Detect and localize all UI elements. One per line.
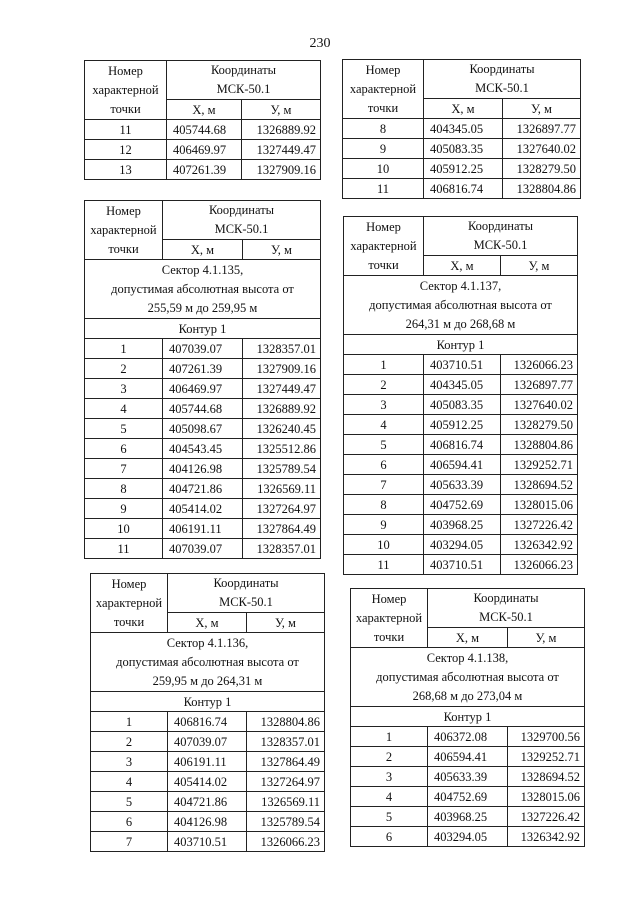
header-coordinates: Координаты МСК-50.1 [424, 60, 581, 99]
header-x: Х, м [167, 100, 242, 120]
point-number-cell: 6 [344, 455, 424, 475]
table-row [85, 339, 321, 359]
x-coordinate-cell: 405912.25 [424, 415, 501, 435]
table-row [343, 119, 581, 139]
sector-table [350, 588, 585, 847]
point-number-cell: 10 [85, 519, 163, 539]
header-coordinates: Координаты МСК-50.1 [428, 589, 585, 628]
header-point-number: Номер характерной точки [351, 589, 428, 648]
x-coordinate-cell: 403294.05 [424, 535, 501, 555]
x-coordinate-cell: 406816.74 [424, 435, 501, 455]
x-coordinate-cell: 406816.74 [424, 179, 503, 199]
y-coordinate-cell: 1328804.86 [503, 179, 581, 199]
sector-caption: Сектор 4.1.136, допустимая абсолютная высота от 259,95 м до 264,31 м [91, 633, 325, 692]
point-number-cell: 9 [85, 499, 163, 519]
y-coordinate-cell: 1325789.54 [243, 459, 321, 479]
x-coordinate-cell: 404752.69 [424, 495, 501, 515]
table-row [351, 747, 585, 767]
table-row [85, 479, 321, 499]
table-row [344, 375, 578, 395]
point-number-cell: 2 [351, 747, 428, 767]
x-coordinate-cell: 404345.05 [424, 375, 501, 395]
table-row [351, 727, 585, 747]
point-number-cell: 4 [344, 415, 424, 435]
x-coordinate-cell: 405744.68 [163, 399, 243, 419]
x-coordinate-cell: 405633.39 [428, 767, 508, 787]
point-number-cell: 7 [344, 475, 424, 495]
sector-caption: Сектор 4.1.138, допустимая абсолютная высота от 268,68 м до 273,04 м [351, 648, 585, 707]
point-number-cell: 11 [343, 179, 424, 199]
y-coordinate-cell: 1327449.47 [242, 140, 321, 160]
table-row [91, 772, 325, 792]
header-y: У, м [242, 100, 321, 120]
y-coordinate-cell: 1325512.86 [243, 439, 321, 459]
x-coordinate-cell: 403710.51 [424, 555, 501, 575]
contour-label: Контур 1 [91, 692, 325, 712]
table-row [344, 355, 578, 375]
x-coordinate-cell: 404752.69 [428, 787, 508, 807]
table-row [85, 160, 321, 180]
point-number-cell: 5 [351, 807, 428, 827]
y-coordinate-cell: 1328279.50 [503, 159, 581, 179]
sector-caption: Сектор 4.1.137, допустимая абсолютная высота от 264,31 м до 268,68 м [344, 276, 578, 335]
x-coordinate-cell: 404543.45 [163, 439, 243, 459]
table-row [344, 455, 578, 475]
x-coordinate-cell: 404721.86 [168, 792, 247, 812]
x-coordinate-cell: 406469.97 [163, 379, 243, 399]
x-coordinate-cell: 407039.07 [168, 732, 247, 752]
y-coordinate-cell: 1325789.54 [247, 812, 325, 832]
x-coordinate-cell: 405083.35 [424, 395, 501, 415]
header-x: Х, м [163, 240, 243, 260]
y-coordinate-cell: 1326066.23 [247, 832, 325, 852]
x-coordinate-cell: 403968.25 [424, 515, 501, 535]
coordinates-table [84, 60, 321, 180]
y-coordinate-cell: 1328357.01 [243, 339, 321, 359]
header-coordinates: Координаты МСК-50.1 [168, 574, 325, 613]
point-number-cell: 6 [85, 439, 163, 459]
x-coordinate-cell: 405083.35 [424, 139, 503, 159]
y-coordinate-cell: 1328015.06 [501, 495, 578, 515]
sector-table [343, 216, 578, 575]
table-row [85, 439, 321, 459]
point-number-cell: 8 [85, 479, 163, 499]
y-coordinate-cell: 1327264.97 [243, 499, 321, 519]
sector-table [84, 200, 321, 559]
x-coordinate-cell: 405098.67 [163, 419, 243, 439]
point-number-cell: 1 [351, 727, 428, 747]
header-point-number: Номер характерной точки [91, 574, 168, 633]
y-coordinate-cell: 1327640.02 [501, 395, 578, 415]
point-number-cell: 4 [85, 399, 163, 419]
table-row [343, 179, 581, 199]
sector-caption: Сектор 4.1.135, допустимая абсолютная высота от 255,59 м до 259,95 м [85, 260, 321, 319]
y-coordinate-cell: 1328015.06 [508, 787, 585, 807]
point-number-cell: 9 [343, 139, 424, 159]
point-number-cell: 12 [85, 140, 167, 160]
table-row [91, 752, 325, 772]
point-number-cell: 13 [85, 160, 167, 180]
point-number-cell: 1 [91, 712, 168, 732]
point-number-cell: 7 [85, 459, 163, 479]
header-x: Х, м [428, 628, 508, 648]
x-coordinate-cell: 407039.07 [163, 539, 243, 559]
y-coordinate-cell: 1327640.02 [503, 139, 581, 159]
y-coordinate-cell: 1326066.23 [501, 555, 578, 575]
y-coordinate-cell: 1326889.92 [242, 120, 321, 140]
x-coordinate-cell: 405912.25 [424, 159, 503, 179]
header-y: У, м [243, 240, 321, 260]
point-number-cell: 7 [91, 832, 168, 852]
table-row [85, 419, 321, 439]
y-coordinate-cell: 1329252.71 [501, 455, 578, 475]
y-coordinate-cell: 1326240.45 [243, 419, 321, 439]
point-number-cell: 3 [344, 395, 424, 415]
x-coordinate-cell: 407039.07 [163, 339, 243, 359]
contour-label: Контур 1 [344, 335, 578, 355]
x-coordinate-cell: 404721.86 [163, 479, 243, 499]
x-coordinate-cell: 403968.25 [428, 807, 508, 827]
table-row [91, 792, 325, 812]
table-row [91, 832, 325, 852]
coordinates-table [342, 59, 581, 199]
header-coordinates: Координаты МСК-50.1 [424, 217, 578, 256]
header-point-number: Номер характерной точки [344, 217, 424, 276]
x-coordinate-cell: 403294.05 [428, 827, 508, 847]
y-coordinate-cell: 1327449.47 [243, 379, 321, 399]
point-number-cell: 6 [351, 827, 428, 847]
y-coordinate-cell: 1328279.50 [501, 415, 578, 435]
y-coordinate-cell: 1327226.42 [501, 515, 578, 535]
y-coordinate-cell: 1326342.92 [501, 535, 578, 555]
table-row [91, 812, 325, 832]
table-row [343, 159, 581, 179]
y-coordinate-cell: 1327909.16 [243, 359, 321, 379]
x-coordinate-cell: 405744.68 [167, 120, 242, 140]
x-coordinate-cell: 404126.98 [163, 459, 243, 479]
header-x: Х, м [424, 99, 503, 119]
y-coordinate-cell: 1326897.77 [501, 375, 578, 395]
x-coordinate-cell: 407261.39 [167, 160, 242, 180]
header-x: Х, м [168, 613, 247, 633]
y-coordinate-cell: 1327864.49 [247, 752, 325, 772]
point-number-cell: 5 [85, 419, 163, 439]
point-number-cell: 4 [351, 787, 428, 807]
table-row [85, 519, 321, 539]
table-row [85, 120, 321, 140]
header-point-number: Номер характерной точки [85, 61, 167, 120]
table-row [351, 807, 585, 827]
table-row [344, 395, 578, 415]
table-row [85, 379, 321, 399]
y-coordinate-cell: 1328804.86 [247, 712, 325, 732]
contour-label: Контур 1 [351, 707, 585, 727]
point-number-cell: 9 [344, 515, 424, 535]
header-y: У, м [247, 613, 325, 633]
point-number-cell: 2 [85, 359, 163, 379]
point-number-cell: 11 [85, 120, 167, 140]
x-coordinate-cell: 406191.11 [168, 752, 247, 772]
table-row [351, 787, 585, 807]
point-number-cell: 8 [344, 495, 424, 515]
y-coordinate-cell: 1326569.11 [247, 792, 325, 812]
y-coordinate-cell: 1327864.49 [243, 519, 321, 539]
table-row [344, 475, 578, 495]
point-number-cell: 3 [85, 379, 163, 399]
header-coordinates: Координаты МСК-50.1 [167, 61, 321, 100]
y-coordinate-cell: 1328694.52 [501, 475, 578, 495]
y-coordinate-cell: 1326569.11 [243, 479, 321, 499]
y-coordinate-cell: 1329252.71 [508, 747, 585, 767]
x-coordinate-cell: 406372.08 [428, 727, 508, 747]
y-coordinate-cell: 1327226.42 [508, 807, 585, 827]
point-number-cell: 5 [91, 792, 168, 812]
page-number: 230 [309, 36, 331, 51]
table-row [85, 499, 321, 519]
x-coordinate-cell: 407261.39 [163, 359, 243, 379]
point-number-cell: 10 [343, 159, 424, 179]
table-row [351, 767, 585, 787]
table-row [351, 827, 585, 847]
point-number-cell: 3 [351, 767, 428, 787]
table-row [344, 435, 578, 455]
table-row [85, 399, 321, 419]
table-row [344, 495, 578, 515]
x-coordinate-cell: 406191.11 [163, 519, 243, 539]
y-coordinate-cell: 1328357.01 [247, 732, 325, 752]
point-number-cell: 4 [91, 772, 168, 792]
x-coordinate-cell: 406816.74 [168, 712, 247, 732]
header-point-number: Номер характерной точки [343, 60, 424, 119]
header-point-number: Номер характерной точки [85, 201, 163, 260]
x-coordinate-cell: 405633.39 [424, 475, 501, 495]
y-coordinate-cell: 1329700.56 [508, 727, 585, 747]
header-y: У, м [503, 99, 581, 119]
header-y: У, м [501, 256, 578, 276]
x-coordinate-cell: 405414.02 [163, 499, 243, 519]
table-row [344, 515, 578, 535]
x-coordinate-cell: 404126.98 [168, 812, 247, 832]
table-row [91, 712, 325, 732]
x-coordinate-cell: 404345.05 [424, 119, 503, 139]
point-number-cell: 1 [344, 355, 424, 375]
y-coordinate-cell: 1326889.92 [243, 399, 321, 419]
header-coordinates: Координаты МСК-50.1 [163, 201, 321, 240]
y-coordinate-cell: 1328694.52 [508, 767, 585, 787]
table-row [85, 459, 321, 479]
point-number-cell: 10 [344, 535, 424, 555]
point-number-cell: 6 [91, 812, 168, 832]
y-coordinate-cell: 1327909.16 [242, 160, 321, 180]
table-row [344, 535, 578, 555]
y-coordinate-cell: 1326897.77 [503, 119, 581, 139]
x-coordinate-cell: 403710.51 [424, 355, 501, 375]
contour-label: Контур 1 [85, 319, 321, 339]
table-row [343, 139, 581, 159]
point-number-cell: 1 [85, 339, 163, 359]
y-coordinate-cell: 1326066.23 [501, 355, 578, 375]
x-coordinate-cell: 406594.41 [424, 455, 501, 475]
table-row [344, 555, 578, 575]
y-coordinate-cell: 1326342.92 [508, 827, 585, 847]
point-number-cell: 2 [91, 732, 168, 752]
table-row [85, 359, 321, 379]
point-number-cell: 11 [344, 555, 424, 575]
table-row [85, 140, 321, 160]
point-number-cell: 11 [85, 539, 163, 559]
point-number-cell: 8 [343, 119, 424, 139]
x-coordinate-cell: 405414.02 [168, 772, 247, 792]
x-coordinate-cell: 406469.97 [167, 140, 242, 160]
y-coordinate-cell: 1327264.97 [247, 772, 325, 792]
y-coordinate-cell: 1328804.86 [501, 435, 578, 455]
table-row [85, 539, 321, 559]
header-x: Х, м [424, 256, 501, 276]
x-coordinate-cell: 403710.51 [168, 832, 247, 852]
x-coordinate-cell: 406594.41 [428, 747, 508, 767]
header-y: У, м [508, 628, 585, 648]
point-number-cell: 3 [91, 752, 168, 772]
table-row [344, 415, 578, 435]
table-row [91, 732, 325, 752]
point-number-cell: 2 [344, 375, 424, 395]
point-number-cell: 5 [344, 435, 424, 455]
sector-table [90, 573, 325, 852]
y-coordinate-cell: 1328357.01 [243, 539, 321, 559]
